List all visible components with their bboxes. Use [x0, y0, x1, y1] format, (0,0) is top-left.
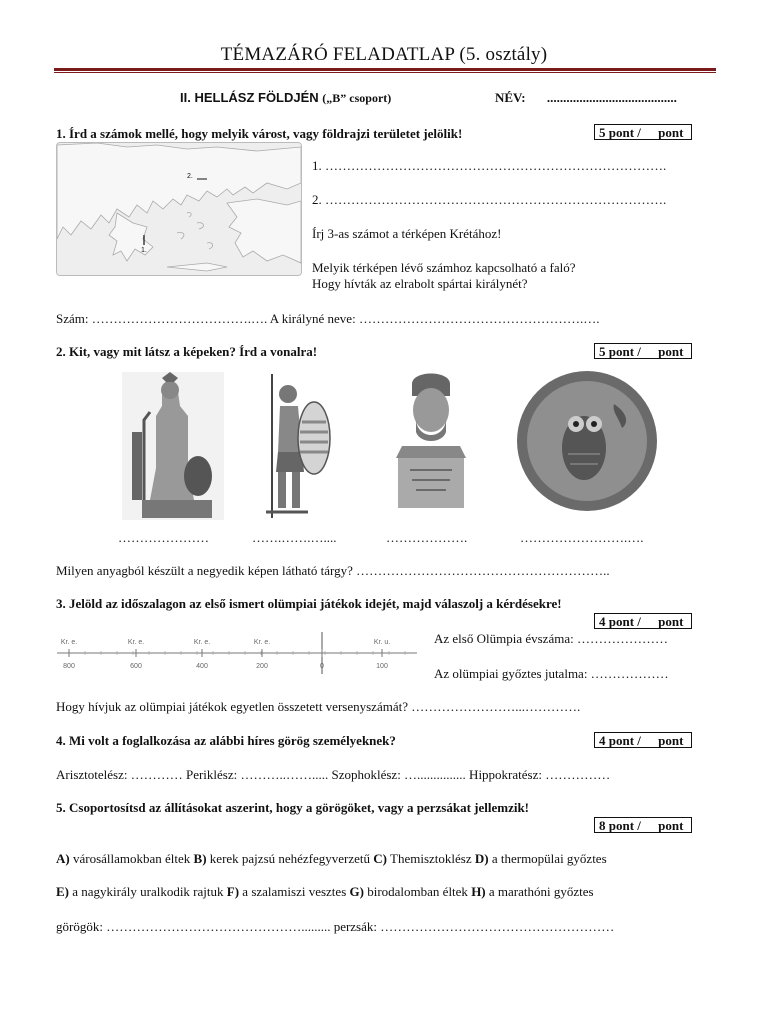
statement-text: kerek pajzsú nehézfegyverzetű [206, 851, 374, 866]
q4-title: 4. Mi volt a foglalkozása az alábbi híres görög személyeknek? [56, 733, 396, 748]
q3-points: 4 pont / [599, 614, 641, 629]
q3-question-reward[interactable]: Az olümpiai győztes jutalma: ……………… [434, 666, 669, 681]
timeline-year-label: 800 [63, 663, 75, 670]
timeline-era-label: Kr. e. [60, 639, 78, 646]
q4-points-box [594, 732, 692, 748]
timeline-year-label: 100 [376, 663, 388, 670]
q2-blank-3[interactable]: ………………. [386, 530, 468, 545]
statement-letter: G) [349, 884, 364, 899]
q4-points-suffix: pont [658, 733, 684, 748]
statement-text: birodalomban éltek [363, 884, 472, 899]
q2-points-suffix: pont [658, 344, 684, 359]
q1-instruction: Írj 3-as számot a térképen Krétához! [312, 226, 502, 241]
map-label-1: 1. [141, 247, 147, 254]
statement-text: a szalamiszi vesztes [239, 884, 350, 899]
q3-points-box [594, 613, 692, 629]
timeline-year-label: 0 [320, 663, 324, 670]
q1-points: 5 pont / [599, 125, 641, 140]
q5-answer-line[interactable]: görögök: ………………………………………......... perzsák: ……………………………………………… [56, 919, 615, 934]
hoplite-warrior-image [258, 372, 332, 520]
map-label-2: 2. [187, 173, 193, 180]
statement-text: városállamokban éltek [69, 851, 194, 866]
q4-answer-line[interactable]: Arisztotelész: ………… Periklész: ………..……..... Szophoklész: …............... Hippokratész: …………… [56, 767, 611, 782]
q1-answer-line[interactable]: Szám: ……………………………….…. A királyné neve: …………………………………………….…. [56, 311, 600, 326]
q2-blank-1[interactable]: ………………… [118, 530, 209, 545]
statement-letter: C) [373, 851, 388, 866]
q5-statements-row-2 [56, 884, 594, 900]
q5-title: 5. Csoportosítsd az állításokat aszerint, hogy a görögöket, vagy a perzsákat jellemzik! [56, 800, 530, 815]
name-dots: ........................................ [546, 90, 677, 105]
q3-question-event[interactable]: Hogy hívjuk az olümpiai játékok egyetlen összetett versenyszámát? ……………………...…………. [56, 699, 581, 714]
athena-statue-image [122, 372, 224, 520]
q5-points-box [594, 817, 692, 833]
q5-points-suffix: pont [658, 818, 684, 833]
statement-letter: D) [474, 851, 489, 866]
subtitle-group: („B” csoport) [322, 91, 392, 105]
q3-question-year[interactable]: Az első Olümpia évszáma: ………………… [434, 631, 668, 646]
timeline-era-label: Kr. e. [253, 639, 271, 646]
pericles-bust-image [388, 366, 474, 512]
q2-title: 2. Kit, vagy mit látsz a képeken? Írd a vonalra! [56, 344, 318, 359]
q1-question-queen: Hogy hívták az elrabolt spártai királynét? [312, 276, 528, 291]
q2-followup[interactable]: Milyen anyagból készült a negyedik képen látható tárgy? ………………………………………………….. [56, 563, 610, 578]
q5-points: 8 pont / [599, 818, 641, 833]
q1-answer-line-1[interactable]: 1. ……………………………………………………………………. [312, 158, 667, 173]
statement-letter: B) [193, 851, 207, 866]
statement-letter: H) [471, 884, 486, 899]
q3-title: 3. Jelöld az időszalagon az első ismert olümpiai játékok idejét, majd válaszolj a kérdésekre! [56, 596, 562, 611]
name-field[interactable] [495, 90, 677, 106]
q2-points-box [594, 343, 692, 359]
timeline[interactable] [55, 630, 420, 676]
name-label: NÉV: [495, 90, 526, 105]
page-title: TÉMAZÁRÓ FELADATLAP (5. osztály) [220, 44, 548, 65]
timeline-year-label: 200 [256, 663, 268, 670]
q1-title: 1. Írd a számok mellé, hogy melyik várost, vagy földrajzi területet jelölik! [56, 126, 463, 141]
q5-statements-row-1 [56, 851, 607, 867]
statement-letter: F) [226, 884, 240, 899]
statement-text: Themisztoklész [387, 851, 475, 866]
timeline-year-label: 600 [130, 663, 142, 670]
owl-coin-image [514, 368, 660, 514]
statement-letter: A) [56, 851, 70, 866]
q2-blank-4[interactable]: …………………….…. [520, 530, 644, 545]
q2-points: 5 pont / [599, 344, 641, 359]
q1-points-suffix: pont [658, 125, 684, 140]
timeline-era-label: Kr. u. [373, 639, 391, 646]
title-divider-thin [54, 72, 716, 73]
subtitle-main: II. HELLÁSZ FÖLDJÉN [180, 90, 319, 105]
section-subtitle [180, 90, 391, 106]
timeline-era-label: Kr. e. [193, 639, 211, 646]
greece-map [56, 142, 302, 276]
timeline-era-label: Kr. e. [127, 639, 145, 646]
q2-blank-2[interactable]: …….…….….... [252, 530, 337, 545]
statement-letter: E) [56, 884, 69, 899]
statement-text: a marathóni győztes [485, 884, 594, 899]
statement-text: a nagykirály uralkodik rajtuk [69, 884, 227, 899]
q1-points-box [594, 124, 692, 140]
q1-question-horse: Melyik térképen lévő számhoz kapcsolható a faló? [312, 260, 576, 275]
timeline-year-label: 400 [196, 663, 208, 670]
map-drawing [57, 143, 301, 275]
q3-points-suffix: pont [658, 614, 684, 629]
title-divider [54, 68, 716, 71]
q4-points: 4 pont / [599, 733, 641, 748]
q1-answer-line-2[interactable]: 2. ……………………………………………………………………. [312, 192, 667, 207]
statement-text: a thermopülai győztes [488, 851, 607, 866]
